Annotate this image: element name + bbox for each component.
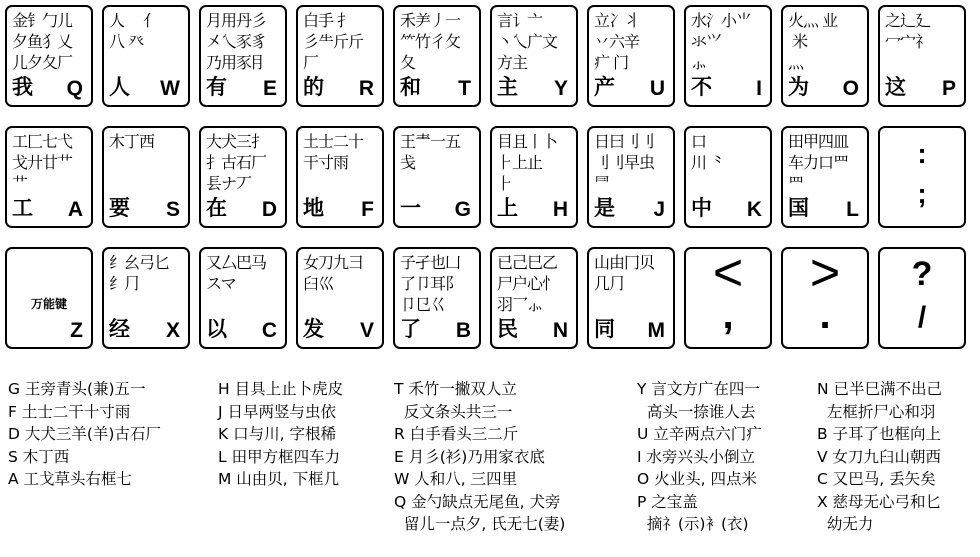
key-roots: 纟幺弓匕 纟⺆ [109, 253, 170, 293]
key-word: 国 [788, 196, 809, 220]
key-letter: N [552, 319, 568, 342]
key-roots: 日曰刂刂 刂刂早虫 ⺜ [594, 132, 655, 193]
key-word: 在 [206, 196, 227, 220]
key-word: 我 [12, 75, 33, 99]
legend-column-2: H 目具上止卜虎皮 J 日早两竖与虫依 K 口与川, 字根稀 L 田甲方框四车力 M 山由贝, 下框几 [218, 380, 344, 488]
key-word: 一 [400, 196, 421, 220]
key-c[interactable] [199, 247, 287, 349]
key-letter: M [647, 319, 665, 342]
key-roots: 工匚七弋 戈廾廿艹 艹 [12, 132, 73, 193]
key-i[interactable] [684, 5, 772, 107]
key-word: 不 [691, 75, 712, 99]
key-roots: 女刀九彐 臼巛 [303, 253, 364, 293]
key-roots: 白手 扌 彡⺧斤斤 厂 [303, 11, 364, 72]
key-letter: A [67, 198, 83, 221]
key-word: 有 [206, 75, 227, 99]
key-base-symbol: ; [917, 178, 927, 209]
key-roots: 大犬三⺘ ⺘古石厂 镸ナ丆 [206, 132, 267, 193]
key-letter: T [458, 77, 471, 100]
key-letter: Q [66, 77, 83, 100]
key-letter: P [941, 77, 956, 100]
key-roots: 禾⺶丿一 ⺮竹彳攵 夂 [400, 11, 461, 72]
key-letter: E [262, 77, 277, 100]
key-p[interactable] [878, 5, 966, 107]
key-word: 万能键 [31, 297, 68, 311]
key-word: 这 [885, 75, 906, 99]
key-word: 经 [109, 317, 130, 341]
key-roots: 人 亻 八 癶 [109, 11, 159, 51]
key-word: 中 [691, 196, 712, 220]
key-m[interactable] [587, 247, 675, 349]
key-shift-symbol: > [809, 247, 841, 302]
key-word: 以 [206, 317, 227, 341]
key-letter: K [746, 198, 762, 221]
key-base-symbol: / [917, 301, 927, 334]
key-roots: 口 川 ⺀ [691, 132, 726, 172]
key-word: 了 [400, 317, 421, 341]
key-o[interactable] [781, 5, 869, 107]
key-letter: W [160, 77, 180, 100]
key-e[interactable] [199, 5, 287, 107]
key-t[interactable] [393, 5, 481, 107]
key-word: 是 [594, 196, 615, 220]
key-roots: 已己巳乙 尸户心忄 羽乛⺗ [497, 253, 558, 314]
key-b[interactable] [393, 247, 481, 349]
key-letter: F [361, 198, 374, 221]
key-roots: 之辶廴 冖宀礻 [885, 11, 931, 51]
key-a[interactable] [5, 126, 93, 228]
key-w[interactable] [102, 5, 190, 107]
key-s[interactable] [102, 126, 190, 228]
key-word: 产 [594, 75, 615, 99]
key-word: 发 [303, 317, 324, 341]
key-word: 上 [497, 196, 518, 220]
key-shift-symbol: < [712, 247, 744, 302]
key-semicolon[interactable] [878, 126, 966, 228]
key-letter: L [846, 198, 859, 221]
key-j[interactable] [587, 126, 675, 228]
key-k[interactable] [684, 126, 772, 228]
key-letter: U [649, 77, 665, 100]
key-letter: S [165, 198, 180, 221]
key-word: 民 [497, 317, 518, 341]
key-letter: B [455, 319, 471, 342]
key-word: 工 [12, 196, 33, 220]
key-period[interactable] [781, 247, 869, 349]
legend-column-5: N 已半巳满不出己 左框折尸心和羽 B 子耳了也框向上 V 女刀九臼山朝西 C 又巴马, 丢矢矣 X 慈母无心弓和匕 幼无力 [817, 380, 943, 533]
key-n[interactable] [490, 247, 578, 349]
key-roots: 金钅勹儿 夕鱼犭乂 儿夕夂厂 [12, 11, 73, 72]
key-word: 同 [594, 317, 615, 341]
key-roots: 山由冂贝 几⺆ [594, 253, 655, 293]
key-letter: X [165, 319, 180, 342]
key-roots: 月用丹彡 㐅乀豕豸 乃用豕⺝ [206, 11, 267, 72]
key-v[interactable] [296, 247, 384, 349]
key-letter: V [359, 319, 374, 342]
key-word: 地 [303, 196, 324, 220]
key-d[interactable] [199, 126, 287, 228]
key-z[interactable] [5, 247, 93, 349]
key-word: 主 [497, 75, 518, 99]
key-base-symbol: . [819, 293, 831, 337]
key-shift-symbol: ? [911, 255, 933, 293]
key-word: 要 [109, 196, 130, 220]
key-slash[interactable] [878, 247, 966, 349]
key-f[interactable] [296, 126, 384, 228]
key-r[interactable] [296, 5, 384, 107]
key-comma[interactable] [684, 247, 772, 349]
legend-column-3: T 禾竹一撇双人立 反文条头共三一 R 白手看头三二斤 E 月彡(衫)乃用家衣底 W 人和八, 三四里 Q 金勺缺点无尾鱼, 犬旁 留儿一点夕, 氏无七(妻) [394, 380, 566, 533]
key-x[interactable] [102, 247, 190, 349]
key-roots: 水氵小⺌ 氺⺍ ⺗ [691, 11, 752, 72]
key-word: 和 [400, 75, 421, 99]
key-roots: 木丁西 [109, 132, 155, 151]
key-roots: 田甲四皿 车力口罒 罒 [788, 132, 849, 193]
key-shift-symbol: : [917, 138, 927, 169]
key-g[interactable] [393, 126, 481, 228]
key-base-symbol: , [722, 293, 734, 337]
key-letter: H [552, 198, 568, 221]
key-word: 人 [109, 75, 130, 99]
key-letter: Z [70, 319, 83, 342]
key-letter: I [756, 77, 762, 100]
key-roots: 言讠亠 丶乀广文 方主 [497, 11, 558, 72]
key-letter: Y [553, 77, 568, 100]
key-roots: 火灬 业 米 灬 [788, 11, 838, 72]
key-letter: J [653, 198, 665, 221]
key-word: 的 [303, 75, 324, 99]
key-word: 为 [788, 75, 809, 99]
key-letter: G [454, 198, 471, 221]
key-letter: O [842, 77, 859, 100]
key-letter: R [358, 77, 374, 100]
key-letter: C [261, 319, 277, 342]
key-roots: 又厶巴马 スマ [206, 253, 267, 293]
key-letter: D [261, 198, 277, 221]
key-h[interactable] [490, 126, 578, 228]
key-q[interactable] [5, 5, 93, 107]
key-l[interactable] [781, 126, 869, 228]
key-roots: 目且丨卜 ⺊上止 ⺊ [497, 132, 558, 193]
key-roots: 王龶一五 戋 [400, 132, 461, 172]
legend-column-4: Y 言文方广在四一 高头一捺谁人去 U 立辛两点六门疒 I 水旁兴头小倒立 O 火业头, 四点米 P 之宝盖 摘礻(示)衤(衣) [637, 380, 762, 533]
legend-column-1: G 王旁青头(兼)五一 F 土士二干十寸雨 D 大犬三羊(羊)古石厂 S 木丁西 A 工戈草头右框七 [8, 380, 161, 488]
key-y[interactable] [490, 5, 578, 107]
key-u[interactable] [587, 5, 675, 107]
key-roots: 子孑也凵 了卩耳阝 卩㔾巜 [400, 253, 461, 314]
key-roots: 土士二十 干寸雨 [303, 132, 364, 172]
key-roots: 立冫丬 丷六辛 疒 门 [594, 11, 640, 72]
